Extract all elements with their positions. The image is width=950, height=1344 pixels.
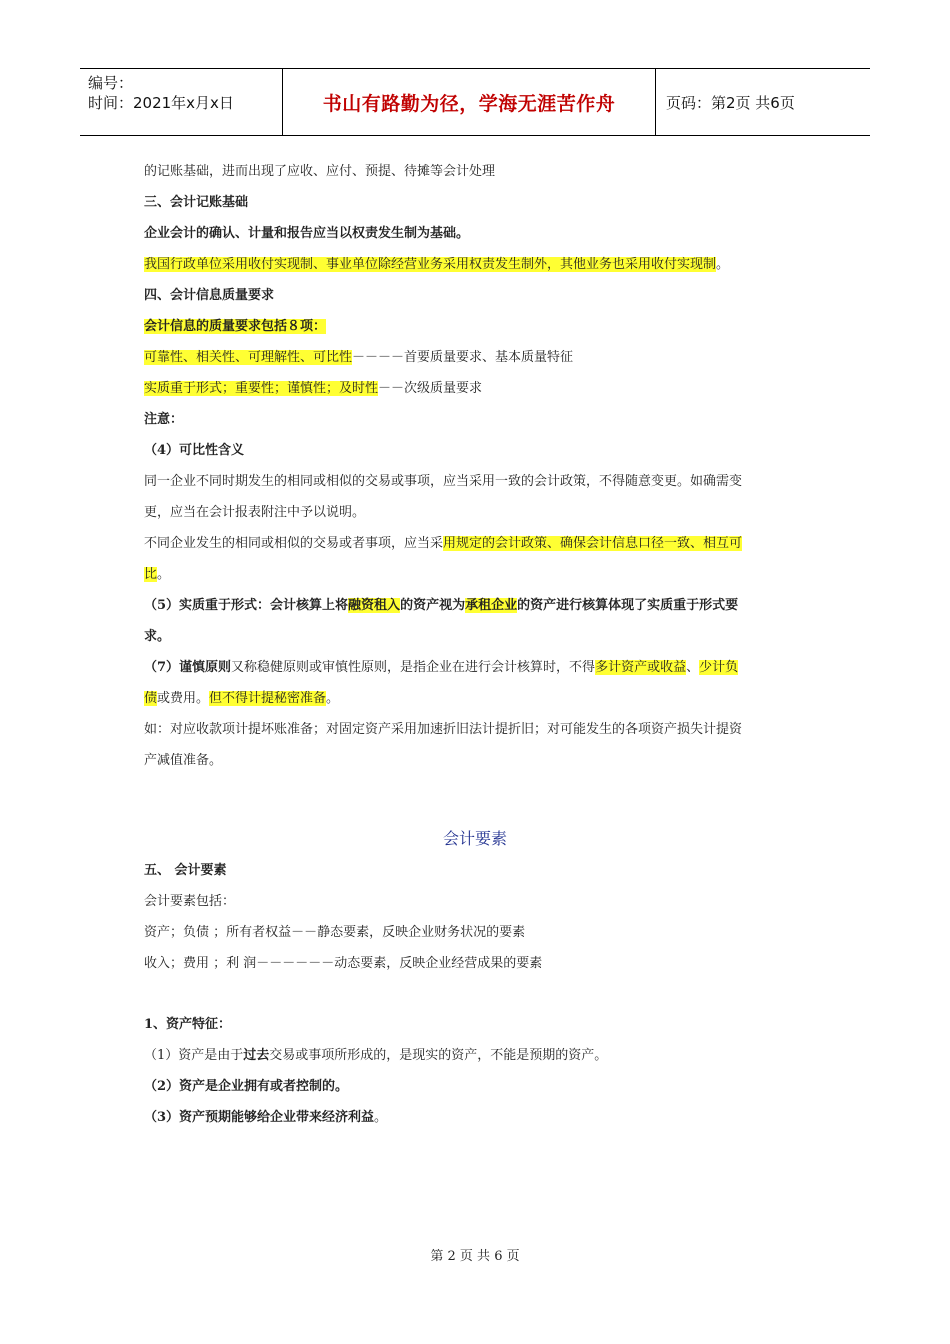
paragraph-line bbox=[144, 559, 824, 590]
text: 。 bbox=[157, 567, 171, 582]
text: 同一企业不同时期发生的相同或相似的交易或事项，应当采用一致的会计政策，不得随意变更。如确需变 bbox=[144, 474, 743, 489]
text: 。 bbox=[374, 1110, 388, 1125]
text: 注意： bbox=[144, 412, 184, 427]
document-body bbox=[144, 156, 824, 1133]
highlighted-text: 我国行政单位采用收付实现制、事业单位除经营业务采用权责发生制外，其他业务也采用收付实现制 bbox=[144, 257, 717, 272]
paragraph-line bbox=[144, 218, 824, 249]
text: （2）资产是企业拥有或者控制的。 bbox=[144, 1079, 349, 1094]
heading-asset-features bbox=[144, 1009, 824, 1040]
number-label: 编号： bbox=[88, 74, 134, 92]
spacer bbox=[144, 979, 824, 1009]
header-meta bbox=[80, 69, 282, 135]
page-header bbox=[80, 68, 870, 136]
paragraph-line bbox=[144, 311, 824, 342]
text: －－次级质量要求 bbox=[378, 381, 483, 396]
text: （1）资产是由于 bbox=[144, 1048, 244, 1063]
text: 资产；负债 ；所有者权益－－静态要素，反映企业财务状况的要素 bbox=[144, 925, 526, 940]
paragraph-substance-over-form bbox=[144, 590, 824, 621]
text: （5）实质重于形式：会计核算上将 bbox=[144, 598, 349, 613]
header-motto-cell bbox=[282, 69, 656, 135]
paragraph-line bbox=[144, 156, 824, 187]
paragraph-line bbox=[144, 466, 824, 497]
highlighted-text: 用规定的会计政策、确保会计信息口径一致、相互可 bbox=[443, 536, 743, 551]
text: （4）可比性含义 bbox=[144, 443, 245, 458]
text: 的资产视为 bbox=[400, 598, 466, 613]
text: 。 bbox=[326, 691, 340, 706]
paragraph-line bbox=[144, 714, 824, 745]
text: 、 bbox=[686, 660, 700, 675]
text: 1、资产特征： bbox=[144, 1017, 232, 1032]
heading-accounting-basis bbox=[144, 187, 824, 218]
page-info: 页码：第2页 共6页 bbox=[666, 93, 795, 112]
heading-accounting-elements bbox=[144, 855, 824, 886]
highlighted-text: 会计信息的质量要求包括８项： bbox=[144, 319, 327, 334]
paragraph-line bbox=[144, 249, 824, 280]
motto: 书山有路勤为径，学海无涯苦作舟 bbox=[322, 92, 616, 115]
heading-quality-requirements bbox=[144, 280, 824, 311]
paragraph-line bbox=[144, 497, 824, 528]
text: 又称稳健原则或审慎性原则，是指企业在进行会计核算时，不得 bbox=[231, 660, 596, 675]
paragraph-line bbox=[144, 917, 824, 948]
highlighted-text: 但不得计提秘密准备 bbox=[209, 691, 327, 706]
paragraph-line bbox=[144, 745, 824, 776]
highlighted-text: 可靠性、相关性、可理解性、可比性 bbox=[144, 350, 353, 365]
highlighted-text: 债 bbox=[144, 691, 158, 706]
note-label bbox=[144, 404, 824, 435]
header-page-info bbox=[656, 69, 870, 135]
spacer bbox=[144, 776, 824, 822]
paragraph-line bbox=[144, 373, 824, 404]
paragraph-line bbox=[144, 1102, 824, 1133]
paragraph-line bbox=[144, 1040, 824, 1071]
section-title: 会计要素 bbox=[442, 829, 507, 848]
highlighted-text: 多计资产或收益 bbox=[595, 660, 687, 675]
text: 收入；费用 ；利 润－－－－－－动态要素，反映企业经营成果的要素 bbox=[144, 956, 543, 971]
text: 产减值准备。 bbox=[144, 753, 223, 768]
paragraph-line bbox=[144, 621, 824, 652]
paragraph-prudence bbox=[144, 652, 824, 683]
text: （7）谨慎原则 bbox=[144, 660, 232, 675]
text: 。 bbox=[716, 257, 730, 272]
text: 过去 bbox=[243, 1048, 270, 1063]
text: 五、 会计要素 bbox=[144, 863, 227, 878]
paragraph-line bbox=[144, 683, 824, 714]
text: 如：对应收款项计提坏账准备；对固定资产采用加速折旧法计提折旧；对可能发生的各项资产损失计提资 bbox=[144, 722, 743, 737]
highlighted-text: 实质重于形式；重要性；谨慎性；及时性 bbox=[144, 381, 379, 396]
paragraph-line bbox=[144, 948, 824, 979]
highlighted-text: 比 bbox=[144, 567, 158, 582]
highlighted-text: 融资租入 bbox=[348, 598, 401, 613]
paragraph-line bbox=[144, 528, 824, 559]
highlighted-text: 承租企业 bbox=[465, 598, 518, 613]
text: 求。 bbox=[144, 629, 171, 644]
time-label: 时间：2021年x月x日 bbox=[88, 94, 234, 112]
highlighted-text: 少计负 bbox=[699, 660, 739, 675]
text: 的记账基础，进而出现了应收、应付、预提、待摊等会计处理 bbox=[144, 164, 496, 179]
paragraph-line bbox=[144, 1071, 824, 1102]
text: 更，应当在会计报表附注中予以说明。 bbox=[144, 505, 366, 520]
text: 的资产进行核算体现了实质重于形式要 bbox=[517, 598, 739, 613]
text: 不同企业发生的相同或相似的交易或者事项，应当采 bbox=[144, 536, 444, 551]
text: 三、会计记账基础 bbox=[144, 195, 249, 210]
paragraph-line bbox=[144, 342, 824, 373]
text: 会计要素包括： bbox=[144, 894, 236, 909]
text: （3）资产预期能够给企业带来经济利益 bbox=[144, 1110, 375, 1125]
subheading-comparability bbox=[144, 435, 824, 466]
text: 企业会计的确认、计量和报告应当以权责发生制为基础。 bbox=[144, 226, 470, 241]
text: 交易或事项所形成的，是现实的资产，不能是预期的资产。 bbox=[269, 1048, 608, 1063]
paragraph-line bbox=[144, 886, 824, 917]
text: 或费用。 bbox=[157, 691, 210, 706]
text: －－－－首要质量要求、基本质量特征 bbox=[352, 350, 574, 365]
page-footer: 第 2 页 共 6 页 bbox=[430, 1249, 520, 1264]
text: 四、会计信息质量要求 bbox=[144, 288, 275, 303]
